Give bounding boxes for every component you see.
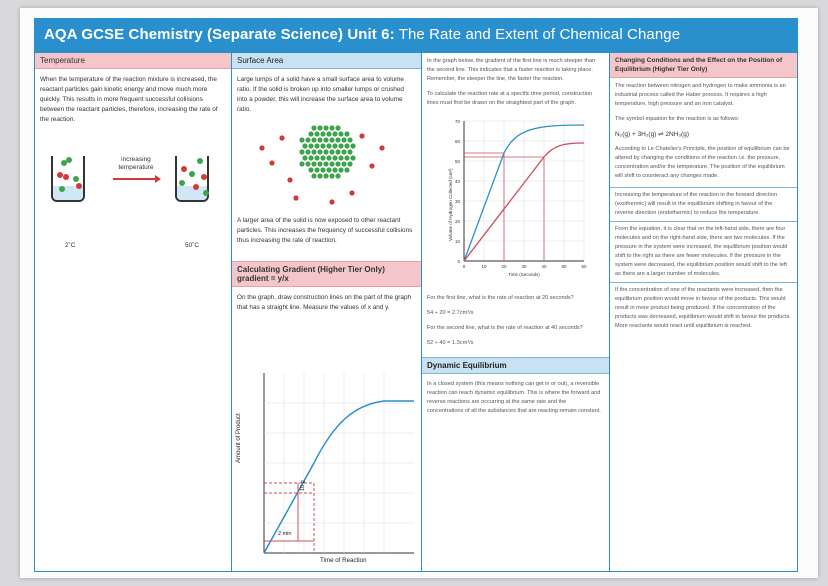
solid-particle (350, 143, 355, 148)
solid-particle (308, 131, 313, 136)
molecule (76, 183, 82, 189)
rate-text-2: To calculate the reaction rate at a specific time period, construction lines must first be drawn on the straightest part of the graph. (427, 91, 593, 106)
solid-particle (332, 143, 337, 148)
gradient-graph-ylabel: Amount of Product (236, 413, 242, 463)
solid-particle (347, 149, 352, 154)
solid-particle (344, 143, 349, 148)
molecule (59, 186, 65, 192)
solid-particle (320, 131, 325, 136)
y-tick-label: 0 (457, 259, 460, 264)
x-tick-label: 10 (481, 264, 487, 269)
solid-particle (305, 149, 310, 154)
solid-particle (326, 143, 331, 148)
molecule (201, 174, 207, 180)
solid-particle (311, 137, 316, 142)
rate-graph-column (422, 52, 610, 572)
answer-1: 54 ÷ 20 = 2.7cm³/s (427, 310, 474, 316)
solid-particle (314, 167, 319, 172)
solid-particle (317, 125, 322, 130)
x-tick-label: 50 (561, 264, 567, 269)
reactant-particle (279, 135, 284, 140)
gradient-heading: Calculating Gradient (Higher Tier Only) gradient = y/x (232, 261, 421, 287)
rate-graph-ylabel: Volume of Hydrogen Collected (cm³) (448, 168, 453, 241)
equilibrium-text-3: According to Le Chatelier's Principle, the position of equilibrium can be altered by changing the conditions of the reaction i.e. the pressure, concentration and/or the temperature. The position of the equilibrium will shift to counteract any changes made. (615, 146, 790, 179)
temp-low-label: 2˚C (65, 242, 76, 249)
solid-particle (332, 155, 337, 160)
solid-particle (311, 149, 316, 154)
solid-particle (341, 137, 346, 142)
y-tick-label: 30 (454, 199, 460, 204)
molecule (181, 166, 187, 172)
solid-particle (329, 125, 334, 130)
solid-particle (341, 161, 346, 166)
solid-particle (335, 125, 340, 130)
x-tick-label: 30 (521, 264, 527, 269)
temperature-text: When the temperature of the reaction mixture is increased, the reactant particles gain kinetic energy and move much more quickly. This results in more frequent successful collisions between the reactant particles, therefore, increasing the rate of the reaction. (40, 76, 218, 123)
solid-particle (323, 125, 328, 130)
rate-graph (422, 111, 608, 281)
solid-particle (314, 131, 319, 136)
solid-particle (338, 167, 343, 172)
solid-particle (332, 167, 337, 172)
solid-particle (323, 161, 328, 166)
solid-particle (311, 125, 316, 130)
solid-particle (311, 173, 316, 178)
solid-particle (299, 137, 304, 142)
solid-particle (320, 143, 325, 148)
x-tick-label: 40 (541, 264, 547, 269)
arrow-right-icon (113, 178, 157, 180)
answer-2: 52 ÷ 40 = 1.3cm³/s (427, 340, 474, 346)
solid-particle (314, 143, 319, 148)
surface-area-heading: Surface Area (232, 53, 421, 69)
y-tick-label: 40 (454, 179, 460, 184)
molecule (193, 184, 199, 190)
reactant-particle (293, 195, 298, 200)
molecule (73, 176, 79, 182)
x-value-label: 2 min (278, 531, 292, 537)
solid-particle (338, 155, 343, 160)
equilibrium-text-1: The reaction between nitrogen and hydrogen to make ammonia is an industrial process called the Haber process. It requires a high temperature, high pressure and an iron catalyst. (615, 83, 786, 107)
revision-sheet (20, 8, 818, 578)
surface-area-column (232, 52, 422, 572)
reactant-particle (369, 163, 374, 168)
solid-particle (317, 173, 322, 178)
question-2: For the second line, what is the rate of reaction at 40 seconds? (427, 325, 583, 331)
equilibrium-column (610, 52, 798, 572)
dynamic-equilibrium-heading: Dynamic Equilibrium (422, 357, 609, 374)
title-bold: AQA GCSE Chemistry (Separate Science) Unit 6: (44, 26, 395, 43)
equilibrium-text-5: From the equation, it is clear that on the left-hand side, there are four molecules and on the right-hand side, there are two molecules. If the pressure in the system were increased, the equilibrium position would shift to the right as there are fewer molecules. If the pressure in the system were decreased, the equilibrium position would shift to the left as there are a larger number of molecules. (610, 221, 797, 282)
rate-text-1: In the graph below, the gradient of the first line is much steeper than the second line. This indicates that a faster reaction is taking place. Remember, the steeper the line, the faster the reaction. (427, 58, 596, 82)
solid-particle (329, 161, 334, 166)
increasing-temperature-label: increasing temperature (118, 156, 154, 171)
reactant-particle (329, 199, 334, 204)
molecule (203, 190, 209, 196)
beaker-diagram (35, 138, 231, 258)
temperature-column (34, 52, 232, 572)
solid-particle (302, 143, 307, 148)
page-title (34, 18, 798, 51)
solid-particle (329, 173, 334, 178)
solid-particle (314, 155, 319, 160)
solid-particle (344, 167, 349, 172)
solid-particle (299, 161, 304, 166)
reactant-particle (379, 145, 384, 150)
solid-particle (335, 149, 340, 154)
solid-particle (347, 161, 352, 166)
solid-particle (350, 155, 355, 160)
surface-area-text-2: A larger area of the solid is now exposed to other reactant particles. This increases the frequency of successful collisions thus increasing the rate of reaction. (237, 217, 413, 244)
reactant-particle (269, 160, 274, 165)
x-tick-label: 60 (581, 264, 587, 269)
equilibrium-text-6: If the concentration of one of the reactants were increased, then the equilibrium position would move in favour of the products. This would result in more product being produced. If the concentration of the products was decreased, equilibrium would shift to favour the products. More reactants would react until equilibrium is reached. (610, 282, 797, 334)
x-tick-label: 20 (501, 264, 507, 269)
solid-particle (344, 131, 349, 136)
solid-particle (326, 167, 331, 172)
molecule (189, 171, 195, 177)
equilibrium-heading: Changing Conditions and the Effect on the Position of Equilibrium (Higher Tier Only) (610, 53, 797, 78)
solid-particle (332, 131, 337, 136)
solid-particle (317, 161, 322, 166)
hot-beaker (175, 156, 209, 202)
question-1: For the first line, what is the rate of reaction at 20 seconds? (427, 295, 574, 301)
solid-particle (320, 155, 325, 160)
cold-beaker (51, 156, 85, 202)
solid-particle (326, 155, 331, 160)
solid-particle (320, 167, 325, 172)
solid-particle (338, 143, 343, 148)
reactant-particle (359, 133, 364, 138)
solid-particle (323, 173, 328, 178)
y-tick-label: 60 (454, 139, 460, 144)
solid-particle (335, 137, 340, 142)
molecule (63, 174, 69, 180)
solid-particle (344, 155, 349, 160)
particle-diagram (232, 118, 420, 208)
y-value-label: 10 g (300, 480, 306, 491)
rate-graph-xlabel: Time (Seconds) (508, 272, 540, 277)
gradient-graph-xlabel: Time of Reaction (320, 557, 367, 564)
solid-particle (317, 137, 322, 142)
reactant-particle (259, 145, 264, 150)
solid-particle (305, 161, 310, 166)
y-tick-label: 10 (454, 239, 460, 244)
solid-particle (317, 149, 322, 154)
solid-particle (329, 137, 334, 142)
solid-particle (323, 149, 328, 154)
reactant-particle (349, 190, 354, 195)
solid-particle (311, 161, 316, 166)
solid-particle (335, 173, 340, 178)
molecule (197, 158, 203, 164)
equilibrium-text-4: Increasing the temperature of the reaction in the forward direction (exothermic) will result in the equilibrium shifting in favour of the reverse direction (endothermic) to reduce the temperature. (610, 187, 797, 221)
gradient-graph (234, 363, 420, 563)
temp-high-label: 50˚C (185, 242, 200, 249)
gradient-text: On the graph, draw construction lines on the part of the graph that has a straight line. Measure the values of x and y. (237, 294, 412, 311)
reactant-particle (287, 177, 292, 182)
surface-area-text-1: Large lumps of a solid have a small surface area to volume ratio. If the solid is broken up into smaller lumps or crushed into a powder, this will increase the surface area to volume ratio. (237, 76, 404, 113)
y-tick-label: 50 (454, 159, 460, 164)
y-tick-label: 20 (454, 219, 460, 224)
temperature-heading: Temperature (35, 53, 231, 69)
solid-particle (308, 155, 313, 160)
solid-particle (305, 137, 310, 142)
solid-particle (341, 149, 346, 154)
solid-particle (323, 137, 328, 142)
solid-particle (329, 149, 334, 154)
y-tick-label: 70 (454, 119, 460, 124)
title-rest: The Rate and Extent of Chemical Change (394, 26, 681, 43)
solid-particle (335, 161, 340, 166)
solid-particle (308, 143, 313, 148)
solid-particle (299, 149, 304, 154)
molecule (179, 180, 185, 186)
title-banner (34, 18, 798, 52)
equilibrium-text-2: The symbol equation for the reaction is as follows: (615, 116, 740, 122)
solid-particle (308, 167, 313, 172)
dynamic-equilibrium-text: In a closed system (this means nothing can get in or out), a reversible reaction can reach dynamic equilibrium. This is where the forward and reverse reactions are occurring at the same rate and the concentrations of all the substances that are reacting remain constant. (427, 381, 601, 414)
x-tick-label: 0 (462, 264, 466, 269)
solid-particle (347, 137, 352, 142)
symbol-equation: N₂(g) + 3H₂(g) ⇌ 2NH₃(g) (615, 131, 689, 138)
solid-particle (338, 131, 343, 136)
solid-particle (302, 155, 307, 160)
solid-particle (326, 131, 331, 136)
molecule (66, 157, 72, 163)
